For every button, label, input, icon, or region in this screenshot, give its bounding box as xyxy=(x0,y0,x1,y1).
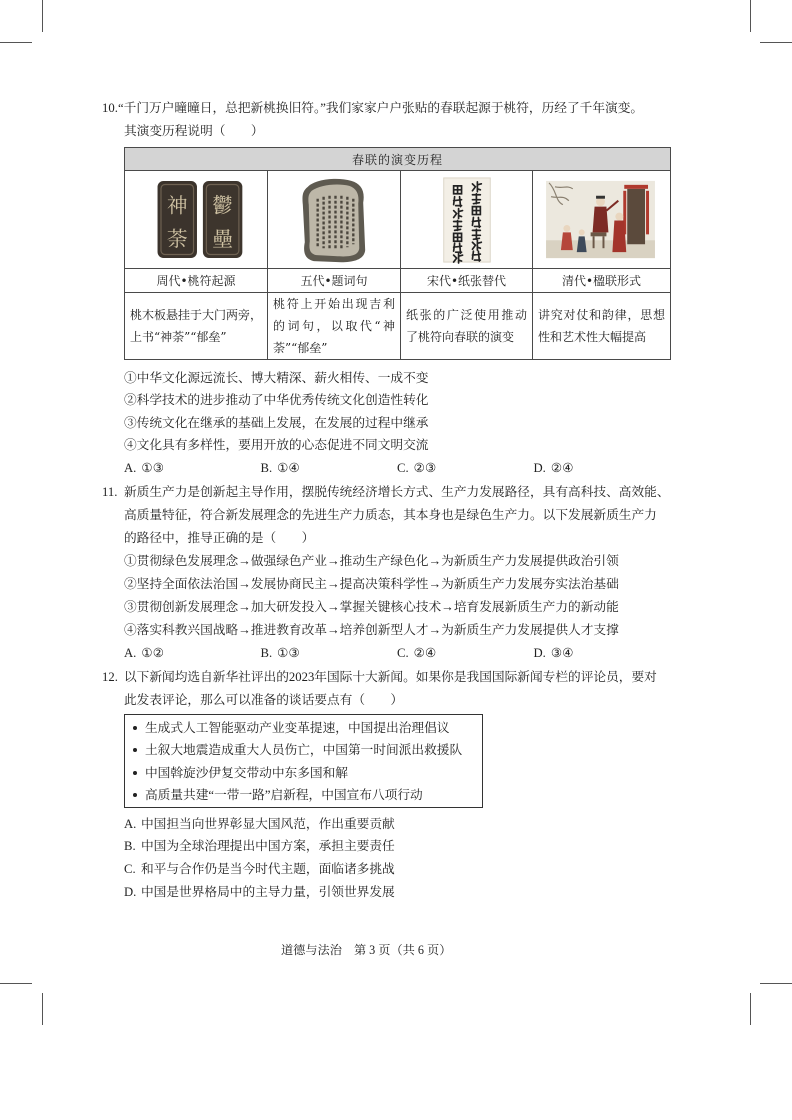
list-item xyxy=(125,784,482,806)
choice-value: ③④ xyxy=(550,645,574,660)
bullet-icon xyxy=(133,726,137,730)
statement: ③贯彻创新发展理念→加大研发投入→掌握关键核心技术→培育发展新质生产力的新动能 xyxy=(124,599,619,614)
question-11-line xyxy=(102,481,670,504)
description-line: 桃符上开始出现吉利 xyxy=(273,297,395,311)
image-cell xyxy=(268,171,401,269)
choice-value: ①③ xyxy=(277,645,300,660)
choice-label: D. xyxy=(533,460,546,475)
choice-d[interactable] xyxy=(534,457,671,480)
statement: ①贯彻绿色发展理念→做强绿色产业→推动生产绿色化→为新质生产力发展提供政治引领 xyxy=(124,553,619,568)
stem-text: 其演变历程说明（ ） xyxy=(124,123,264,138)
option-text: 中国为全球治理提出中国方案，承担主要责任 xyxy=(141,839,395,854)
table-header-row xyxy=(125,148,671,171)
option-label: C. xyxy=(124,861,136,876)
peach-wood-boards-image xyxy=(125,171,266,268)
period-description xyxy=(268,293,401,360)
choice-label: D. xyxy=(533,645,546,660)
option-d[interactable] xyxy=(102,881,395,904)
page-footer xyxy=(281,939,451,962)
question-number: 11. xyxy=(102,484,118,499)
crop-mark-bottom-left-v xyxy=(42,993,43,1025)
couplet-painting-image xyxy=(533,171,670,268)
news-box xyxy=(124,714,483,808)
option-b[interactable] xyxy=(102,835,395,858)
stem-text: 高质量特征，符合新发展理念的先进生产力质态，其本身也是绿色生产力。以下发展新质生产力 xyxy=(124,507,657,522)
image-cell xyxy=(401,171,533,269)
period-description xyxy=(125,293,268,360)
period-label: 清代•楹联形式 xyxy=(533,269,671,293)
question-10-stem xyxy=(102,97,643,143)
question-number: 10. xyxy=(102,100,118,115)
period-label: 周代•桃符起源 xyxy=(125,269,268,293)
choice-label: C. xyxy=(397,460,409,475)
paper-couplet-image xyxy=(401,171,532,268)
choice-d[interactable] xyxy=(534,642,671,665)
question-12-line xyxy=(102,666,657,689)
stone-tablet-image xyxy=(268,171,400,268)
choice-value: ①④ xyxy=(277,460,300,475)
bullet-icon xyxy=(133,771,137,775)
stem-text: 以下新闻均选自新华社评出的2023年国际十大新闻。如果你是我国国际新闻专栏的评论员，要对 xyxy=(124,669,657,684)
choice-label: B. xyxy=(260,460,273,475)
description-line: 纸张的广泛使用推动 xyxy=(406,308,527,322)
stem-text: 此发表评论，那么可以准备的谈话要点有（ ） xyxy=(124,692,404,707)
question-10-options xyxy=(102,367,670,480)
choice-label: B. xyxy=(260,645,273,660)
couplet-evolution-table xyxy=(124,147,671,360)
board-char: 神 xyxy=(166,193,188,218)
stem-text: 新质生产力是创新起主导作用，摆脱传统经济增长方式、生产力发展路径，具有高科技、高效能、 xyxy=(124,484,670,499)
option-text: 和平与合作仍是当今时代主题，面临诸多挑战 xyxy=(141,861,395,876)
period-description xyxy=(401,293,533,360)
crop-mark-bottom-left-h xyxy=(0,983,32,984)
board-char: 壘 xyxy=(212,227,233,252)
option-label: A. xyxy=(124,816,137,831)
choice-c[interactable] xyxy=(397,642,534,665)
list-item xyxy=(125,762,482,784)
page-number: 第 3 页（共 6 页） xyxy=(353,942,452,957)
news-text: 生成式人工智能驱动产业变革提速，中国提出治理倡议 xyxy=(145,721,450,735)
description-line: 了桃符向春联的演变 xyxy=(406,330,515,344)
statement: ③传统文化在继承的基础上发展，在发展的过程中继承 xyxy=(124,415,429,430)
choice-label: A. xyxy=(124,460,137,475)
question-12-stem xyxy=(102,666,657,712)
crop-mark-top-right-v xyxy=(750,0,751,32)
option-text: 中国是世界格局中的主导力量，引领世界发展 xyxy=(141,884,395,899)
choice-label: A. xyxy=(124,645,137,660)
statement: ②科学技术的进步推动了中华优秀传统文化创造性转化 xyxy=(124,393,429,407)
list-item xyxy=(125,739,482,761)
statement: ④文化具有多样性，要用开放的心态促进不同文明交流 xyxy=(124,438,429,452)
statement: ②坚持全面依法治国→发展协商民主→提高决策科学性→为新质生产力发展夯实法治基础 xyxy=(124,576,619,591)
answer-choices xyxy=(102,642,670,665)
description-line: 荼”“郁垒” xyxy=(273,341,328,355)
question-11 xyxy=(102,481,670,665)
choice-c[interactable] xyxy=(397,457,534,480)
choice-value: ②④ xyxy=(413,645,437,660)
bullet-icon xyxy=(133,748,137,752)
crop-mark-bottom-right-h xyxy=(760,983,792,984)
table-label-row xyxy=(125,269,671,293)
choice-value: ②③ xyxy=(413,460,437,475)
choice-b[interactable] xyxy=(261,457,398,480)
bullet-icon xyxy=(133,793,137,797)
choice-a[interactable] xyxy=(124,457,261,480)
description-line: 的词句，以取代“神 xyxy=(273,319,395,333)
question-10-line xyxy=(102,97,643,120)
crop-mark-top-left-v xyxy=(42,0,43,32)
statement: ①中华文化源远流长、博大精深、薪火相传、一成不变 xyxy=(124,370,429,385)
news-text: 土叙大地震造成重大人员伤亡，中国第一时间派出救援队 xyxy=(145,743,463,758)
question-number: 12. xyxy=(102,669,118,684)
answer-choices xyxy=(102,457,670,480)
choice-value: ②④ xyxy=(550,460,574,475)
description-line: 上书“神荼”“郁垒” xyxy=(130,330,227,344)
option-label: D. xyxy=(124,884,137,899)
table-image-row xyxy=(125,171,671,269)
image-cell xyxy=(533,171,671,269)
board-char: 荼 xyxy=(166,227,188,252)
news-text: 高质量共建“一带一路”启新程，中国宣布八项行动 xyxy=(145,787,423,802)
stem-text: “千门万户曈曈日，总把新桃换旧符。”我们家家户户张贴的春联起源于桃符，历经了千年演变。 xyxy=(118,100,644,115)
list-item xyxy=(125,717,482,739)
news-text: 中国斡旋沙伊复交带动中东多国和解 xyxy=(145,765,348,780)
description-line: 讲究对仗和韵律，思想 xyxy=(538,308,666,322)
option-a[interactable] xyxy=(102,813,395,836)
choice-label: C. xyxy=(397,645,409,660)
option-text: 中国担当向世界彰显大国风范，作出重要贡献 xyxy=(141,816,395,831)
period-description xyxy=(533,293,671,360)
option-c[interactable] xyxy=(102,858,395,881)
table-title: 春联的演变历程 xyxy=(125,148,671,171)
crop-mark-bottom-right-v xyxy=(750,993,751,1025)
choice-value: ①③ xyxy=(141,460,165,475)
choice-a[interactable] xyxy=(124,642,261,665)
stem-text: 的路径中，推导正确的是（ ） xyxy=(124,530,315,545)
crop-mark-top-left-h xyxy=(0,42,32,43)
choice-b[interactable] xyxy=(261,642,398,665)
choice-value: ①② xyxy=(141,645,165,660)
statement: ④落实科教兴国战略→推进教育改革→培养创新型人才→为新质生产力发展提供人才支撑 xyxy=(124,622,619,637)
option-label: B. xyxy=(124,839,136,854)
board-char: 鬱 xyxy=(212,193,233,218)
question-12-options xyxy=(102,813,395,904)
description-line: 桃木板悬挂于大门两旁， xyxy=(130,308,263,322)
image-cell xyxy=(125,171,268,269)
period-label: 宋代•纸张替代 xyxy=(401,269,533,293)
period-label: 五代•题词句 xyxy=(268,269,401,293)
crop-mark-top-right-h xyxy=(760,42,792,43)
table-description-row xyxy=(125,293,671,360)
description-line: 性和艺术性大幅提高 xyxy=(538,330,647,344)
subject-name: 道德与法治 xyxy=(281,942,342,957)
